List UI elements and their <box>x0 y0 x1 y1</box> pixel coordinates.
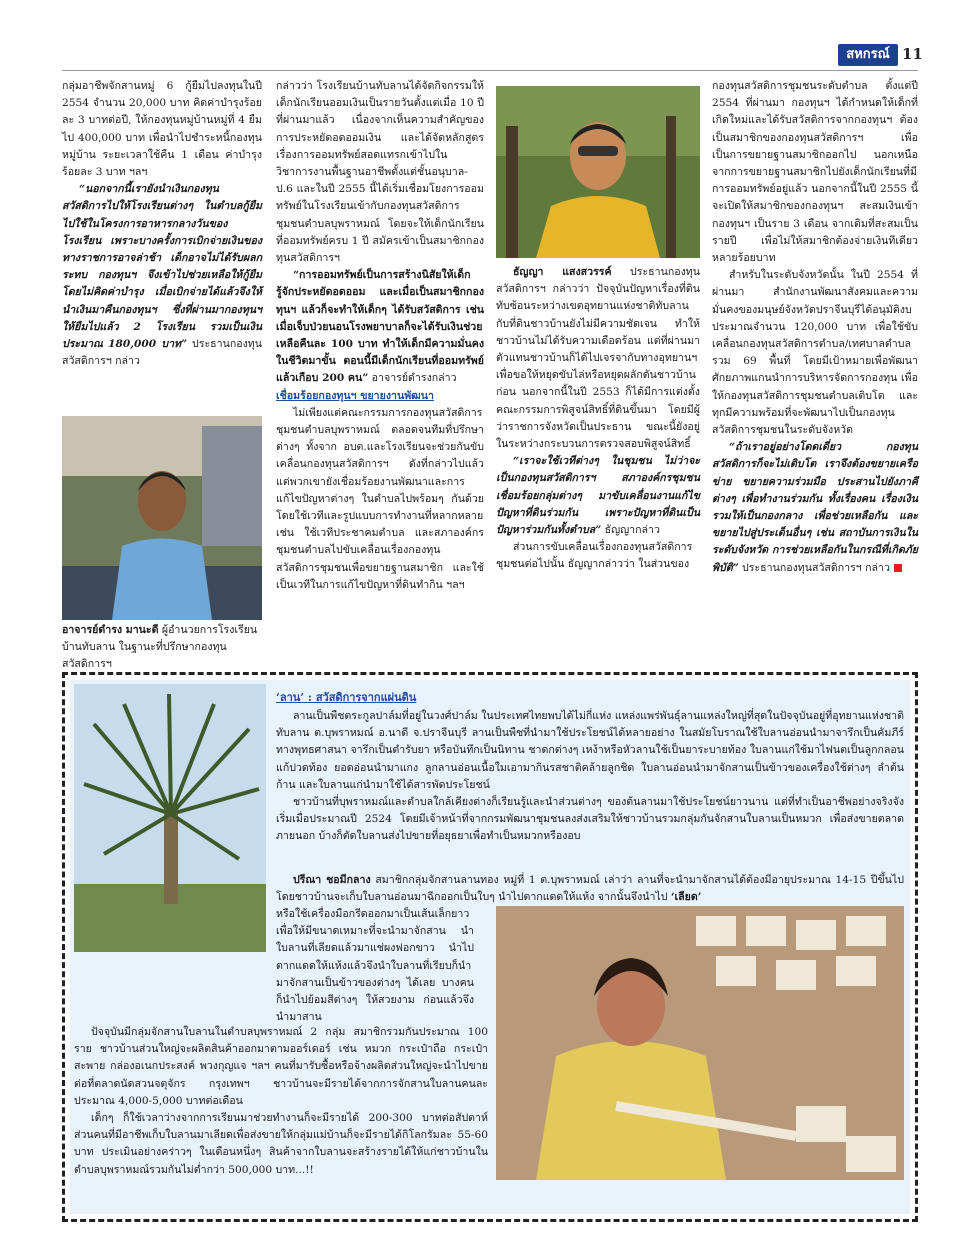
president-photo-image <box>496 86 700 258</box>
col2-quote: “การออมทรัพย์เป็นการสร้างนิสัยให้เด็กรู้จักประหยัดอดออม และเมื่อเป็นสมาชิกกองทุนฯ แล้วก็จะทำให้เด็กๆ ได้รับสวัสดิการ เช่น เมื่อเจ็บป่วยนอนโรงพยาบาลก็จะได้รับเงินช่วยเหลือคืนละ 100 บาท ทำให้เด็กมีความมั่นคงในชีวิตมาขั้น ตอนนี้มีเด็กนักเรียนที่ออมทรัพย์แล้วเกือบ 200 คน” <box>276 269 484 385</box>
sidebar-text-left <box>74 906 474 1026</box>
sidebar-title: ‘ลาน’ : สวัสดิการจากแผ่นดิน <box>276 691 417 704</box>
col4-paragraph-2: สำหรับในระดับจังหวัดนั้น ในปี 2554 ที่ผ่านมา สำนักงานพัฒนาสังคมและความมั่นคงของมนุษย์จังหวัดปราจีนบุรีได้อนุมัติงบประมาณจำนวน 120,000 บาท เพื่อใช้ขับเคลื่อนกองทุนสวัสดิการตำบล/เทศบาลตำบล รวม 69 พื้นที่ โดยมีเป้าหมายเพื่อพัฒนาศักยภาพแกนนำการบริหารจัดการกองทุน เพื่อให้กองทุนสวัสดิการชุมชนตำบลเติบโต และทุกมีความพร้อมที่จะพัฒนาไปเป็นกองทุนสวัสดิการชุมชนในระดับจังหวัด <box>712 269 918 437</box>
president-photo <box>496 86 700 258</box>
col3-paragraph-1 <box>496 264 700 453</box>
col3-quote-tail: ธัญญากล่าว <box>601 524 660 537</box>
column-4 <box>712 78 918 577</box>
page-number: 11 <box>902 45 923 63</box>
col2-quote-tail: อาจารย์ดำรงกล่าว <box>368 372 457 385</box>
col4-quote: “ถ้าเราอยู่อย่างโดดเดี่ยว กองทุนสวัสดิการก็จะไม่เติบโต เราจึงต้องขยายเครือข่าย ขยายความร่วมมือ ประสานไปยังภาคีต่างๆ เพื่อทำงานร่วมกัน ทั้งเรื่องคน เรื่องเงิน รวมให้เป็นกองกลาง เพื่อช่วยเหลือกัน และขยายไปสู่ประเด็นอื่นๆ เช่น สถาบันการเงินในระดับจังหวัด การช่วยเหลือกันในกรณีที่เกิดภัยพิบัติ” <box>712 441 918 574</box>
teacher-photo <box>62 416 262 620</box>
teacher-caption-text: ผู้อำนวยการโรงเรียนบ้านทับลาน ในฐานะที่ปรึกษากองทุนสวัสดิการฯ <box>62 624 258 671</box>
col3-text: ประธานกองทุนสวัสดิการฯ กล่าวว่า ปัจจุบันปัญหาเรื่องที่ดินทับซ้อนระหว่างเขตอุทยานแห่งชาติทับลานกับที่ดินชาวบ้านยังไม่มีความชัดเจน ทำให้ชาวบ้านไม่ได้รับความเดือดร้อน แต่ที่ผ่านมาตัวแทนชาวบ้านก็ได้ไปเจรจากับทางอุทยานฯ เพื่อขอให้หยุดขับไล่หรือหยุดผลักดันชาวบ้านก่อน นอกจากนี้ในปี 2553 ก็ได้มีการแต่งตั้งคณะกรรมการพิสูจน์สิทธิ์ที่ดินขึ้นมา โดยมีผู้ว่าราชการจังหวัดเป็นประธาน ขณะนี้ยังอยู่ในระหว่างกระบวนการตรวจสอบพิสูจน์สิทธิ์ <box>496 266 700 451</box>
col2-paragraph-1: กล่าวว่า โรงเรียนบ้านทับลานได้จัดกิจกรรมให้เด็กนักเรียนออมเงินเป็นรายวันตั้งแต่เมื่อ 10 ปีที่ผ่านมาแล้ว เนื่องจากเห็นความสำคัญของการประหยัดอดออมเงิน และได้จัดหลักสูตรเรื่องการออมทรัพย์สอดแทรกเข้าไปในวิชาการงานพื้นฐานอาชีพตั้งแต่ชั้นอนุบาล-ป.6 และในปี 2555 นี้ได้เริ่มเชื่อมโยงการออมทรัพย์ในโรงเรียนเข้ากับกองทุนสวัสดิการชุมชนตำบลบุพราหมณ์ โดยจะให้เด็กนักเรียนที่ออมทรัพย์ครบ 1 ปี สมัครเข้าเป็นสมาชิกกองทุนสวัสดิการฯ <box>276 80 484 265</box>
col2-quote-paragraph <box>276 267 484 387</box>
column-1 <box>62 78 262 370</box>
col1-quote-tail: ประธานกองทุนสวัสดิการฯ กล่าว <box>62 338 262 368</box>
col3-name: ธัญญา แสงสวรรค์ <box>512 266 612 278</box>
sidebar-text-top <box>276 708 904 846</box>
col2-subhead: เชื่อมร้อยกองทุนฯ ขยายงานพัฒนา <box>276 389 434 402</box>
magazine-logo: สหกรณ์ <box>838 44 898 66</box>
col2-paragraph-2: ไม่เพียงแต่คณะกรรมการกองทุนสวัสดิการชุมชนตำบลบุพราหมณ์ ตลอดจนทีมที่ปรึกษาต่างๆ ทั้งจาก อบต.และโรงเรียนจะช่วยกันขับเคลื่อนกองทุนสวัสดิการฯ ดังที่กล่าวไปแล้ว แต่พวกเขายังเชื่อมร้อยงานพัฒนาและการแก้ไขปัญหาต่างๆ ในตำบลไปพร้อมๆ กันด้วย โดยใช้เวทีและรูปแบบการทำงานที่หลากหลาย เช่น ใช้เวทีประชาคมตำบล และสภาองค์กรชุมชนตำบลไปขับเคลื่อนเรื่องกองทุนสวัสดิการชุมชนเพื่อขยายฐานสมาชิก และใช้เป็นเวทีในการแก้ไขปัญหาที่ดินทำกิน ฯลฯ <box>276 406 484 591</box>
weaving-photo <box>496 906 904 1180</box>
col4-quote-paragraph <box>712 439 918 577</box>
col1-quote: “นอกจากนี้เรายังนำเงินกองทุนสวัสดิการไปให้โรงเรียนต่างๆ ในตำบลกู้ยืมไปใช้ในโครงการอาหารกลางวันของโรงเรียน เพราะบางครั้งการเบิกจ่ายเงินของทางราชการอาจล่าช้า เด็กอาจไม่ได้รับผลกระทบ กองทุนฯ จึงเข้าไปช่วยเหลือให้กู้ยืมโดยไม่คิดค่าบำรุง เมื่อเบิกจ่ายได้แล้วจึงให้นำเงินมาคืนกองทุนฯ ซึ่งที่ผ่านมากองทุนฯ ให้ยืมไปแล้ว 2 โรงเรียน รวมเป็นเงินประมาณ 180,000 บาท” <box>62 183 262 351</box>
sidebar-p3-name: ปรีณา ชอมีกลาง <box>292 874 371 886</box>
teacher-photo-image <box>62 416 262 620</box>
end-mark-icon <box>894 564 902 572</box>
sidebar-p3-word: ‘เลียด’ <box>670 891 702 904</box>
teacher-caption-name: อาจารย์ดำรง มานะดี <box>62 624 159 636</box>
sidebar-paragraph-4: ปัจจุบันมีกลุ่มจักสานใบลานในตำบลบุพราหมณ์ 2 กลุ่ม สมาชิกรวมกันประมาณ 100 ราย ชาวบ้านส่วนใหญ่จะผลิตสินค้าออกมาตามออร์เดอร์ เช่น หมวก กระเป๋าถือ กระเป๋าสะพาย กล่องอเนกประสงค์ พวงกุญแจ ฯลฯ คนที่มารับซื้อหรือจ้างผลิตส่วนใหญ่จะนำไปขายต่อที่ตลาดนัดสวนจตุจักร กรุงเทพฯ ชาวบ้านจะมีรายได้จากการจักสานใบลานคนละประมาณ 4,000-5,000 บาทต่อเดือน <box>74 1026 488 1107</box>
sidebar-p3-text: สมาชิกกลุ่มจักสานลานทอง หมู่ที่ 1 ต.บุพราหมณ์ เล่าว่า ลานที่จะนำมาจักสานได้ต้องมีอายุประมาณ 14-15 ปีขึ้นไป โดยชาวบ้านจะเก็บใบลานอ่อนมาฉีกออกเป็นใบๆ นำไปตากแดดให้แห้ง จากนั้นจึงนำไป <box>276 874 904 904</box>
col4-quote-tail: ประธานกองทุนสวัสดิการฯ กล่าว <box>738 561 890 574</box>
sidebar-paragraph-3b: หรือใช้เครื่องมือกรีดออกมาเป็นเส้นเล็กยาวเพื่อให้มีขนาดเหมาะที่จะนำมาจักสาน นำใบลานที่เลียดแล้วมาแช่ผงฟอกขาว นำไปตากแดดให้แห้งแล้วจึงนำใบลานที่เรียบก็นำมาจักสานเป็นข้าวของต่างๆ ได้เลย บางคนก็นำไปย้อมสีต่างๆ ให้สวยงาม ก่อนแล้วจึงนำมาสาน <box>276 908 474 1024</box>
column-2 <box>276 78 484 594</box>
sidebar-text-mid <box>276 872 904 906</box>
sidebar-paragraph-2: ชาวบ้านที่บุพราหมณ์และตำบลใกล้เคียงต่างก็เรียนรู้และนำส่วนต่างๆ ของต้นลานมาใช้ประโยชน์ยาวนาน แต่ที่ทำเป็นอาชีพอย่างจริงจังเริ่มเมื่อประมาณปี 2524 โดยมีเจ้าหน้าที่จากกรมพัฒนาชุมชนลงส่งเสริมให้ชาวบ้านรวมกลุ่มกันจักสานใบลานเป็นหมวก เพื่อส่งขายตลาดภายนอก บ้างก็ตัดใบลานส่งไปขายที่อยุธยาเพื่อทำเป็นหมวกหรืองอบ <box>276 796 904 843</box>
sidebar-text-bottom <box>74 1024 488 1179</box>
col2-subhead-line <box>276 388 484 405</box>
teacher-caption <box>62 622 262 674</box>
col3-quote-paragraph <box>496 453 700 539</box>
col1-paragraph: กลุ่มอาชีพจักสานหมู่ 6 กู้ยืมไปลงทุนในปี 2554 จำนวน 20,000 บาท คิดค่าบำรุงร้อยละ 3 บาทต่อปี, ให้กองทุนหมู่บ้านหมู่ที่ 4 ยืมไป 400,000 บาท เพื่อนำไปชำระหนี้กองทุนหมู่บ้าน ระยะเวลาใช้คืน 1 เดือน ค่าบำรุงร้อยละ 3 บาท ฯลฯ <box>62 80 262 179</box>
sidebar-paragraph-5: เด็กๆ ก็ใช้เวลาว่างจากการเรียนมาช่วยทำงานก็จะมีรายได้ 200-300 บาทต่อสัปดาห์ ส่วนคนที่มีอาชีพเก็บใบลานมาเลียดเพื่อส่งขายให้กลุ่มแม่บ้านก็จะมีรายได้กิโลกรัมละ 55-60 บาท ประเมินอย่างคร่าวๆ ในเดือนหนึ่งๆ สินค้าจากใบลานจะสร้างรายได้ให้แก่ชาวบ้านในตำบลบุพราหมณ์รวมกันไม่ต่ำกว่า 500,000 บาท...!! <box>74 1112 488 1176</box>
col4-paragraph-1: กองทุนสวัสดิการชุมชนระดับตำบล ตั้งแต่ปี 2554 ที่ผ่านมา กองทุนฯ ได้กำหนดให้เด็กที่เกิดใหม่และได้รับสวัสดิการจากกองทุนฯ ต้องเป็นสมาชิกของกองทุนสวัสดิการฯ เพื่อเป็นการขยายฐานสมาชิกออกไป นอกเหนือจากการขยายฐานสมาชิกไปยังเด็กนักเรียนที่มีการออมทรัพย์อยู่แล้ว นอกจากนี้ในปี 2555 นี้ จะเปิดให้สมาชิกของกองทุนฯ สะสมเงินเข้ากองทุนฯ เป็นราย 3 เดือน จากเดิมที่สะสมเป็นรายปี เพื่อไม่ให้สมาชิกต้องจ่ายเงินทีเดียวหลายร้อยบาท <box>712 80 918 265</box>
col3-quote: “เราจะใช้เวทีต่างๆ ในชุมชน ไม่ว่าจะเป็นกองทุนสวัสดิการฯ สภาองค์กรชุมชน เชื่อมร้อยกลุ่มต่างๆ มาขับเคลื่อนงานแก้ไขปัญหาที่ดินร่วมกัน เพราะปัญหาที่ดินเป็นปัญหาร่วมกันทั้งตำบล” <box>496 455 700 537</box>
weaving-photo-image <box>496 906 904 1180</box>
col3-paragraph-2: ส่วนการขับเคลื่อนเรื่องกองทุนสวัสดิการชุมชนต่อไปนั้น ธัญญากล่าวว่า ในส่วนของ <box>496 541 693 571</box>
sidebar-paragraph-1: ลานเป็นพืชตระกูลปาล์มที่อยู่ในวงศ์ปาล์ม ในประเทศไทยพบได้ไม่กี่แห่ง แหล่งแพร่พันธุ์ลานแหล่งใหญ่ที่สุดในปัจจุบันอยู่ที่อุทยานแห่งชาติทับลาน ต.บุพราหมณ์ อ.นาดี จ.ปราจีนบุรี ลานเป็นพืชที่นำมาใช้ประโยชน์ได้หลายอย่าง ในสมัยโบราณใช้ใบลานอ่อนนำมาจารึกเป็นคัมภีร์ทางพุทธศาสนา จารึกเป็นตำรับยา หรือบันทึกเป็นนิทาน ชาดกต่างๆ เหง้าหรือหัวลานใช้เป็นยาระบายท้อง ใบลานแก่ใช้มาไฟนตเป็นลูกกลอนแก้ปวดท้อง ยอดอ่อนนำมาแกง ลูกลานอ่อนเนื้อใมเอามากินรสชาติคล้ายลูกชิด ใบลานอ่อนนำมาจักสานเป็นข้าวของเครื่องใช้ต่างๆ ลำต้น ก้าน และใบลานแก่นำมาใช้ได้สารพัดประโยชน์ <box>276 710 904 791</box>
col1-quote-paragraph <box>62 181 262 370</box>
column-3 <box>496 264 700 574</box>
header-rule <box>62 70 918 71</box>
sidebar-paragraph-3a <box>276 872 904 906</box>
